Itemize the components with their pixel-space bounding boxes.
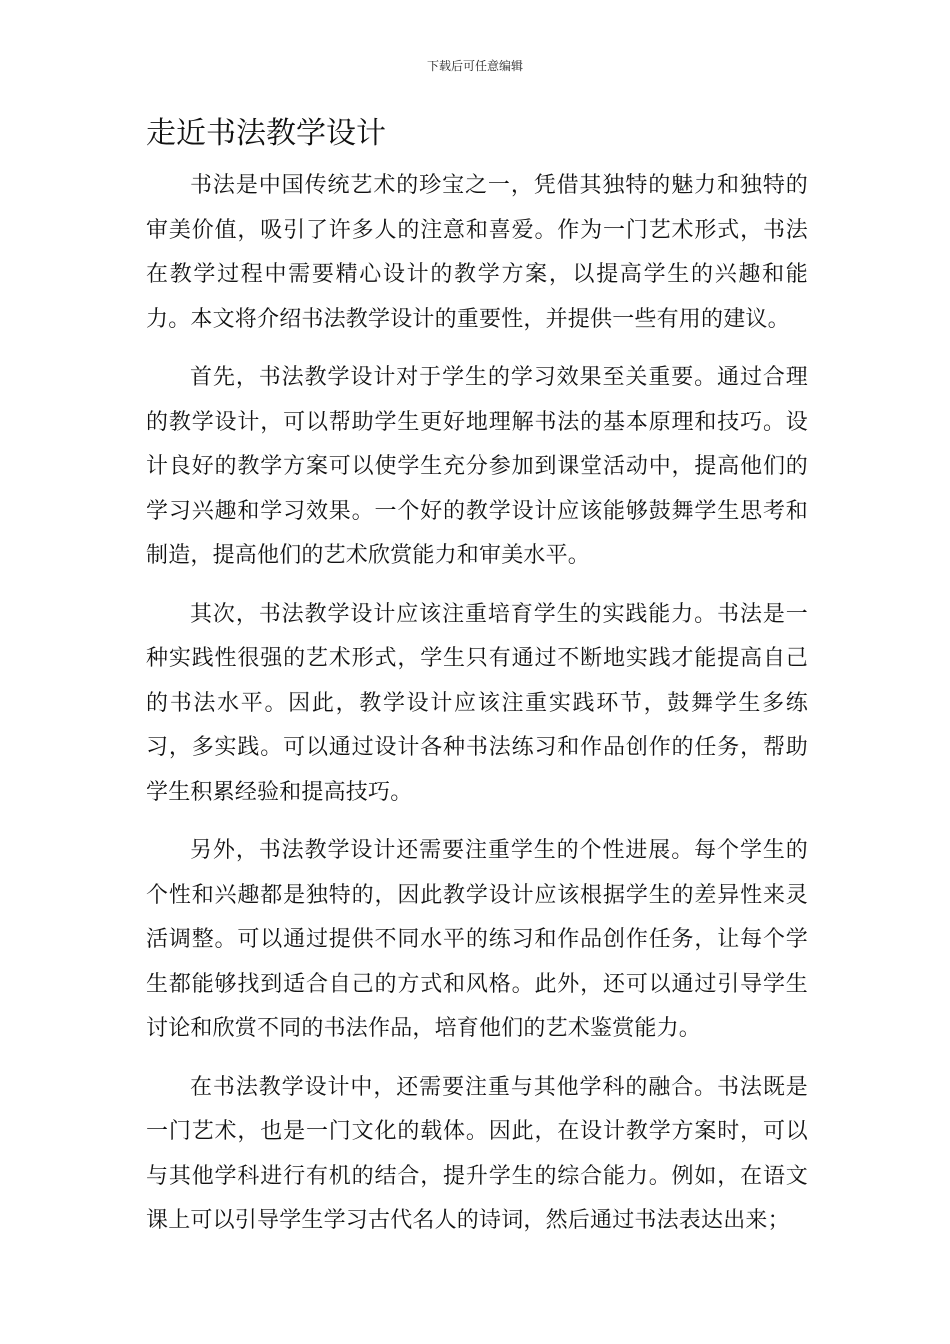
paragraph-fourth: 在书法教学设计中，还需要注重与其他学科的融合。书法既是一门艺术，也是一门文化的载体。因此，在设计教学方案时，可以与其他学科进行有机的结合，提升学生的综合能力。例如，在语文课上可以引导学生学习古代名人的诗词，然后通过书法表达出来； xyxy=(146,1074,808,1233)
paragraph-first: 首先，书法教学设计对于学生的学习效果至关重要。通过合理的教学设计，可以帮助学生更好地理解书法的基本原理和技巧。设计良好的教学方案可以使学生充分参加到课堂活动中，提高他们的学习兴趣和学习效果。一个好的教学设计应该能够鼓舞学生思考和制造，提高他们的艺术欣赏能力和审美水平。 xyxy=(146,365,808,568)
paragraph-second: 其次，书法教学设计应该注重培育学生的实践能力。书法是一种实践性很强的艺术形式，学生只有通过不断地实践才能提高自己的书法水平。因此，教学设计应该注重实践环节，鼓舞学生多练习，多实践。可以通过设计各种书法练习和作品创作的任务，帮助学生积累经验和提高技巧。 xyxy=(146,601,808,805)
paragraph-third: 另外，书法教学设计还需要注重学生的个性进展。每个学生的个性和兴趣都是独特的，因此教学设计应该根据学生的差异性来灵活调整。可以通过提供不同水平的练习和作品创作任务，让每个学生都能够找到适合自己的方式和风格。此外，还可以通过引导学生讨论和欣赏不同的书法作品，培育他们的艺术鉴赏能力。 xyxy=(146,838,808,1041)
paragraph-intro: 书法是中国传统艺术的珍宝之一，凭借其独特的魅力和独特的审美价值，吸引了许多人的注意和喜爱。作为一门艺术形式，书法在教学过程中需要精心设计的教学方案，以提高学生的兴趣和能力。本文将介绍书法教学设计的重要性，并提供一些有用的建议。 xyxy=(146,173,808,332)
document-body xyxy=(146,164,808,1258)
document-title: 走近书法教学设计 xyxy=(146,116,386,151)
header-note: 下载后可任意编辑 xyxy=(426,59,523,73)
